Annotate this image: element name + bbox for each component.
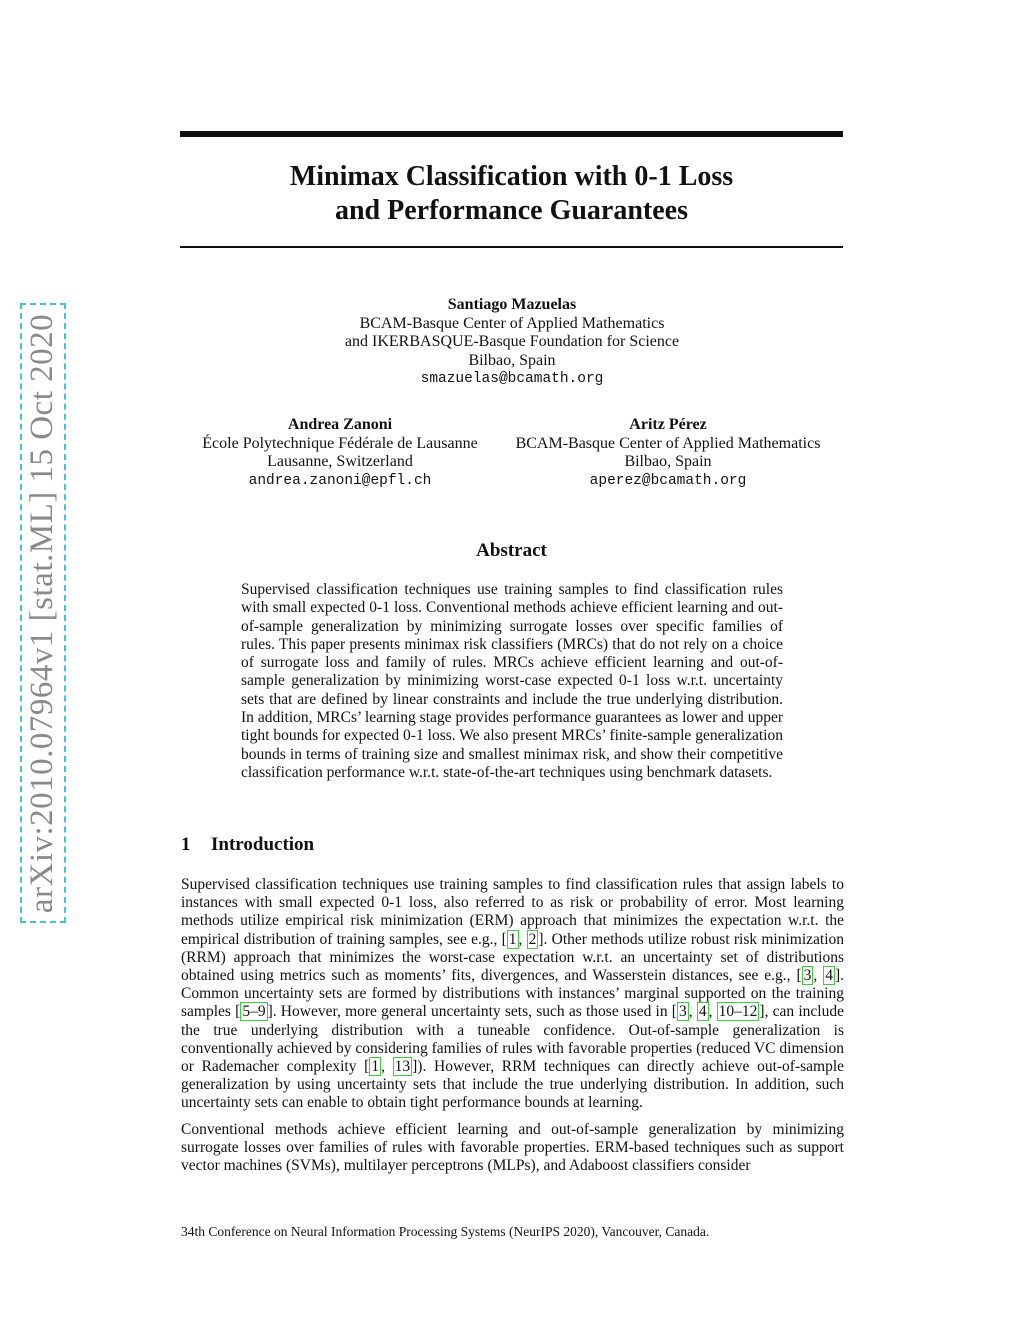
citation-link[interactable]: 13	[394, 1058, 411, 1076]
author-affiliation: BCAM-Basque Center of Applied Mathematics	[359, 314, 665, 332]
text-run: Supervised classification techniques use training samples to find classification rules that assign labels to instances with small expected 0-1 loss, also referred to as risk or probability of error. Most learning methods utilize empirical risk minimization (ERM) approach that minimizes the expectation w.r.t. the empirical distribution of training samples, see e.g., [	[181, 876, 844, 948]
title-line-2: and Performance Guarantees	[334, 195, 689, 226]
author-block-perez	[500, 416, 836, 490]
abstract-text: Supervised classification techniques use training samples to find classification rules with small expected 0-1 loss. Conventional methods achieve efficient learning and out-of-sample generalization by minimizing surrogate losses over specific families of rules. This paper presents minimax risk classifiers (MRCs) that do not rely on a choice of surrogate loss and family of rules. MRCs achieve efficient learning and out-of-sample generalization by minimizing worst-case expected 0-1 loss w.r.t. uncertainty sets that are defined by linear constraints and include the true underlying distribution. In addition, MRCs’ learning stage provides performance guarantees as lower and upper tight bounds for expected 0-1 loss. We also present MRCs’ finite-sample generalization bounds in terms of training size and smallest minimax risk, and show their competitive classification performance w.r.t. state-of-the-art techniques using benchmark datasets.	[241, 581, 783, 781]
text-run: ,	[813, 967, 824, 985]
arxiv-id[interactable]: arXiv:2010.07964v1 [stat.ML] 15 Oct 2020	[24, 313, 61, 913]
text-run: ,	[518, 930, 527, 948]
citation-link[interactable]: 3	[678, 1003, 687, 1021]
title-rule-bottom	[180, 246, 843, 248]
introduction-body	[181, 876, 844, 1183]
author-block-mazuelas	[312, 296, 712, 389]
paragraph: Conventional methods achieve efficient learning and out-of-sample generalization by minimizing surrogate losses over families of rules with favorable properties. ERM-based techniques such as support vector machines (SVMs), multilayer perceptrons (MLPs), and Adaboost classifiers consider	[181, 1120, 844, 1175]
text-run: ]). However, RRM techniques can directly achieve out-of-sample generalization by using uncertainty sets that include the true underlying distribution. In addition, such uncertainty sets can enable to obtain tight performance bounds at learning.	[181, 1058, 845, 1112]
citation-link[interactable]: 10–12	[718, 1003, 758, 1021]
author-email[interactable]: andrea.zanoni@epfl.ch	[248, 472, 432, 489]
author-location: Bilbao, Spain	[624, 453, 712, 470]
paper-title	[180, 160, 843, 228]
citation-link[interactable]: 1	[508, 930, 517, 948]
section-number: 1	[181, 834, 191, 855]
text-run: ], can include the true underlying distribution with a tuneable confidence. Out-of-sample generalization is conventionally achieved by considering families of rules with favorable properties (reduced VC dimension or Rademacher complexity [	[181, 1003, 844, 1076]
author-name: Aritz Pérez	[629, 416, 707, 433]
text-run: ,	[381, 1058, 393, 1076]
citation-link[interactable]: 5–9	[242, 1003, 266, 1021]
author-location: Bilbao, Spain	[468, 351, 556, 369]
text-run: ]. Other methods utilize robust risk minimization (RRM) approach that minimizes the worst-case expectation w.r.t. an uncertainty set of distributions obtained using metrics such as moments’ fits, divergences, and Wasserstein distances, see e.g., [	[181, 930, 844, 985]
author-affiliation: École Polytechnique Fédérale de Lausanne	[202, 434, 478, 452]
author-name: Santiago Mazuelas	[447, 296, 577, 313]
author-email[interactable]: smazuelas@bcamath.org	[420, 371, 604, 387]
author-email[interactable]: aperez@bcamath.org	[589, 472, 747, 489]
title-line-1: Minimax Classification with 0-1 Loss	[289, 161, 734, 192]
citation-link[interactable]: 4	[698, 1003, 707, 1021]
author-name: Andrea Zanoni	[287, 416, 393, 433]
text-run: ,	[708, 1003, 717, 1021]
citation-link[interactable]: 1	[371, 1058, 380, 1076]
text-run: ]. Common uncertainty sets are formed by distributions with instances’ marginal supported on the training samples [	[181, 967, 844, 1021]
text-run: ,	[688, 1003, 697, 1021]
author-affiliation: BCAM-Basque Center of Applied Mathematics	[515, 434, 821, 452]
citation-link[interactable]: 3	[803, 967, 812, 985]
text-run: ]. However, more general uncertainty sets, such as those used in [	[267, 1003, 677, 1021]
author-block-zanoni	[190, 416, 490, 490]
author-affiliation: and IKERBASQUE-Basque Foundation for Science	[344, 333, 680, 350]
conference-footnote: 34th Conference on Neural Information Processing Systems (NeurIPS 2020), Vancouver, Canada.	[181, 1224, 710, 1239]
author-location: Lausanne, Switzerland	[267, 453, 413, 470]
title-rule-top	[180, 131, 843, 137]
citation-link[interactable]: 2	[528, 930, 537, 948]
section-heading	[181, 834, 314, 856]
section-title: Introduction	[211, 834, 315, 855]
citation-link[interactable]: 4	[825, 967, 833, 985]
arxiv-stamp[interactable]	[20, 303, 66, 923]
abstract-heading: Abstract	[476, 540, 547, 561]
paragraph	[181, 876, 844, 1113]
